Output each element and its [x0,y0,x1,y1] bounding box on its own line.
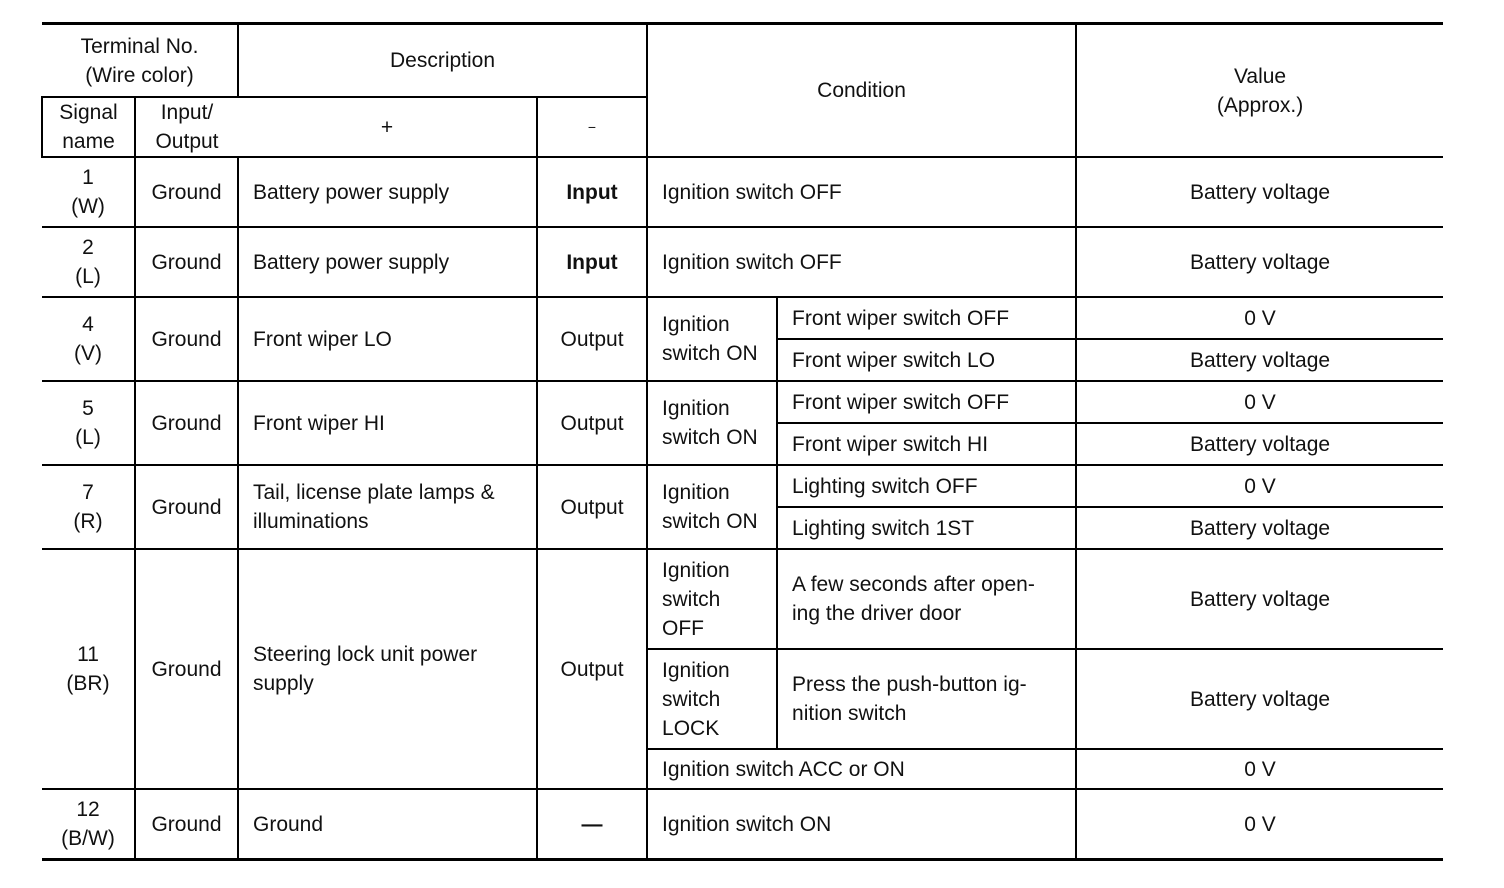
table-row [42,157,1443,227]
condition-main-cell: Ignition switch LOCK [647,649,777,749]
value-cell: 0 V [1076,749,1443,789]
header-row-1 [42,24,1443,98]
ground-cell: Ground [135,549,238,789]
io-cell: Input [537,227,647,297]
table-row [42,789,1443,860]
value-cell: 0 V [1076,297,1443,339]
io-cell: Output [537,465,647,549]
terminal-number: 5 (L) [42,381,135,465]
signal-name-cell: Steering lock unit power supply [238,549,537,789]
value-cell: 0 V [1076,381,1443,423]
table-row [42,549,1443,649]
header-minus: − [537,97,647,157]
table-row [42,381,1443,423]
io-cell: — [537,789,647,860]
ground-cell: Ground [135,297,238,381]
condition-sub-cell: Lighting switch OFF [777,465,1076,507]
condition-cell: Ignition switch ON [647,789,1076,860]
value-cell: Battery voltage [1076,549,1443,649]
value-cell: Battery voltage [1076,649,1443,749]
table-row [42,297,1443,339]
value-cell: 0 V [1076,789,1443,860]
signal-name-cell: Battery power supply [238,227,537,297]
condition-main-cell: Ignition switch ON [647,297,777,381]
ground-cell: Ground [135,381,238,465]
table-row [42,227,1443,297]
ground-cell: Ground [135,227,238,297]
signal-name-cell: Battery power supply [238,157,537,227]
value-cell: Battery voltage [1076,507,1443,549]
io-cell: Input [537,157,647,227]
value-cell: Battery voltage [1076,423,1443,465]
ground-cell: Ground [135,157,238,227]
header-condition: Condition [647,24,1076,158]
condition-cell: Ignition switch ACC or ON [647,749,1076,789]
io-cell: Output [537,381,647,465]
condition-main-cell: Ignition switch ON [647,381,777,465]
io-cell: Output [537,297,647,381]
table-row [42,465,1443,507]
condition-sub-cell: Front wiper switch OFF [777,297,1076,339]
condition-cell: Ignition switch OFF [647,227,1076,297]
header-input-output: Input/ Output [135,97,238,157]
header-terminal: Terminal No. (Wire color) [42,24,238,98]
terminal-number: 2 (L) [42,227,135,297]
terminal-number: 1 (W) [42,157,135,227]
terminal-number: 4 (V) [42,297,135,381]
signal-name-cell: Front wiper LO [238,297,537,381]
terminal-number: 7 (R) [42,465,135,549]
condition-sub-cell: A few seconds after open- ing the driver door [777,549,1076,649]
header-signal-name: Signal name [42,97,135,157]
terminal-number: 11 (BR) [42,549,135,789]
value-cell: 0 V [1076,465,1443,507]
header-description: Description [238,24,647,98]
header-plus: + [238,97,537,157]
ground-cell: Ground [135,789,238,860]
condition-sub-cell: Lighting switch 1ST [777,507,1076,549]
signal-name-cell: Tail, license plate lamps & illuminations [238,465,537,549]
condition-sub-cell: Press the push-button ig- nition switch [777,649,1076,749]
value-cell: Battery voltage [1076,227,1443,297]
io-cell: Output [537,549,647,789]
header-value: Value (Approx.) [1076,24,1443,158]
terminal-number: 12 (B/W) [42,789,135,860]
condition-cell: Ignition switch OFF [647,157,1076,227]
condition-sub-cell: Front wiper switch LO [777,339,1076,381]
signal-name-cell: Ground [238,789,537,860]
condition-sub-cell: Front wiper switch HI [777,423,1076,465]
ground-cell: Ground [135,465,238,549]
terminal-spec-table [41,22,1443,861]
value-cell: Battery voltage [1076,339,1443,381]
condition-sub-cell: Front wiper switch OFF [777,381,1076,423]
condition-main-cell: Ignition switch ON [647,465,777,549]
value-cell: Battery voltage [1076,157,1443,227]
signal-name-cell: Front wiper HI [238,381,537,465]
condition-main-cell: Ignition switch OFF [647,549,777,649]
